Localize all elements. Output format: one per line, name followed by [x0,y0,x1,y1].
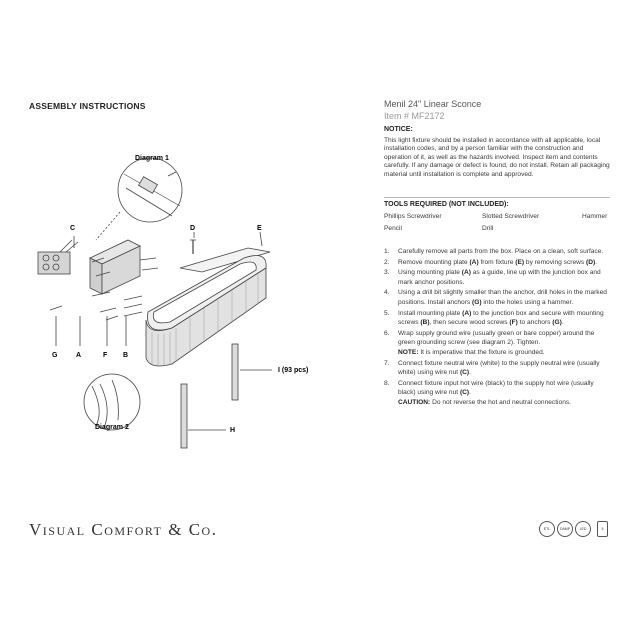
instruction-step [384,268,612,287]
instruction-step [384,258,612,268]
instruction-step [384,288,612,307]
step-text: NOTE: [398,348,419,356]
step-text: . [561,319,564,327]
part-label-f: F [103,352,108,359]
instruction-step [384,329,612,358]
instruction-steps [384,247,612,409]
step-text: (A) [461,269,471,277]
instruction-step [384,309,612,328]
step-text: . [469,389,471,397]
tool-slotted-screwdriver: Slotted Screwdriver [482,213,540,220]
damp-rated-icon: DAMP [557,521,573,537]
diagram2-detail-circle [84,374,140,430]
step-text: Connect fixture input hot wire (black) to the supply hot wire (usually black) using wire nut [398,379,594,397]
led-icon: LED [575,521,591,537]
tool-phillips-screwdriver: Phillips Screwdriver [384,213,442,220]
section-divider [384,197,610,198]
notice-heading: NOTICE: [384,126,413,133]
step-number: 4. [384,289,390,297]
step-text: (D) [586,258,596,266]
tools-heading: TOOLS REQUIRED (NOT INCLUDED): [384,201,509,208]
step-text: . [595,258,598,266]
step-text: Carefully remove all parts from the box. Place on a clean, soft surface. [398,248,604,255]
part-label-a: A [76,352,82,359]
notice-body: This light fixture should be installed in accordance with all applicable, local installation codes, and by a person familiar with the construction and operation of it, as well as the hazards involved. Inspect item and contents carefully. If any damage or defect is found, do not install. Retain all packaging material until installation is complete and approved. [384,137,610,178]
tool-drill: Drill [482,225,494,232]
brand-logo: Visual Comfort & Co. [29,520,218,539]
part-label-c: C [70,225,76,232]
part-label-b: B [123,352,129,359]
step-text: (A) [462,309,472,317]
diagram1-label: Diagram 1 [135,155,169,162]
item-number: Item # MF2172 [384,111,445,121]
tool-hammer: Hammer [582,213,608,220]
step-text: from fixture [478,258,516,266]
step-text: Connect fixture neutral wire (white) to the supply neutral wire (usually white) using wire nut [398,359,600,377]
instruction-step [384,247,612,257]
step-number: 2. [384,258,390,266]
part-label-h: H [230,427,236,434]
step-text: Remove mounting plate [398,258,470,266]
step-number: 1. [384,248,390,255]
assembly-diagram [0,140,380,450]
step-text: , then secure wood screws [429,319,510,327]
step-text: to anchors [517,319,553,327]
rod-label: I (93 pcs) [278,367,309,374]
step-text: (B) [420,319,430,327]
step-number: 8. [384,379,390,387]
step-text: . [469,369,471,377]
step-text: (G) [552,319,562,327]
step-text: (C) [459,389,470,397]
step-text: CAUTION: [398,398,431,406]
step-text: Do not reverse the hot and neutral connections. [430,398,571,406]
etl-icon: ETL [539,521,555,537]
step-text: Install mounting plate [398,309,463,317]
step-text: as a guide, line up with the junction box and mark anchor positions. [398,269,601,286]
step-text: Using a drill bit slightly smaller than the anchor, drill holes in the marked positions. Install anchors [398,289,607,306]
part-label-d: D [190,225,196,232]
rod-h-part [181,384,187,448]
step-text: into the holes using a hammer. [481,298,574,306]
step-number: 7. [384,359,390,367]
instruction-step [384,359,612,378]
step-number: 3. [384,269,390,277]
product-name: Menil 24" Linear Sconce [384,99,482,109]
part-label-e: E [257,225,262,232]
diagram2-label: Diagram 2 [95,424,129,431]
bulb-count-icon: 5 [597,521,608,537]
assembly-title: ASSEMBLY INSTRUCTIONS [29,101,146,111]
step-number: 5. [384,309,390,317]
step-text: (F) [509,319,518,327]
step-text: Wrap supply ground wire (usually green or bare copper) around the green grounding screw (see diagram 2). Tighten. [398,329,595,347]
step-text: It is imperative that the fixture is grounded. [418,348,545,356]
step-text: (A) [469,258,479,266]
rod-part [232,344,238,400]
part-label-g: G [52,352,58,359]
step-text: by removing screws [524,258,587,266]
step-text: (G) [472,298,482,306]
instruction-step [384,379,612,408]
step-text: (E) [515,258,525,266]
step-text: (C) [459,369,470,377]
step-number: 6. [384,329,390,337]
step-text: Using mounting plate [398,269,462,277]
step-text: to the junction box and secure with mounting screws [398,309,604,327]
tool-pencil: Pencil [384,225,402,232]
